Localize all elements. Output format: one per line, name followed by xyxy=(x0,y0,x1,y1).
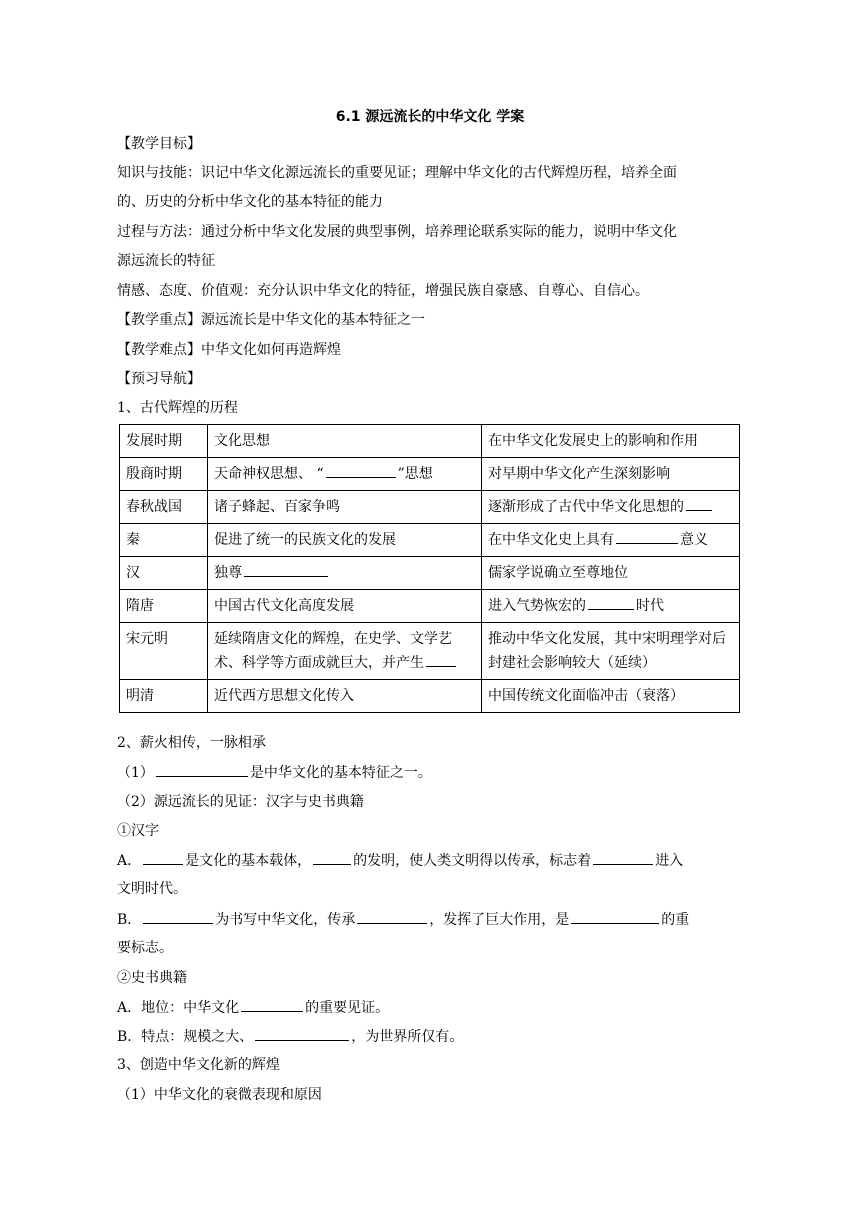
fill-blank[interactable] xyxy=(686,496,712,511)
hanzi-heading: ①汉字 xyxy=(117,823,159,839)
thought-cell: 促进了统一的民族文化的发展 xyxy=(208,524,482,557)
item-text: 的发明，使人类文明得以传承，标志着 xyxy=(353,853,592,869)
table-row xyxy=(120,458,740,491)
effect-cell: 中国传统文化面临冲击（衰落） xyxy=(482,680,740,713)
shishu-b xyxy=(117,1026,463,1047)
fill-blank[interactable] xyxy=(143,850,183,865)
table-row xyxy=(120,524,740,557)
effect-cell: 推动中华文化发展，其中宋明理学对后封建社会影响较大（延续） xyxy=(482,623,740,680)
objective-process-line1: 过程与方法：通过分析中华文化发展的典型事例，培养理论联系实际的能力，说明中华文化 xyxy=(117,224,677,240)
effect-text: 进入气势恢宏的 xyxy=(488,598,586,614)
difficulty-text: 中华文化如何再造辉煌 xyxy=(201,342,341,358)
item-text: 的重要见证。 xyxy=(305,1000,390,1016)
objective-knowledge-line1: 知识与技能：识记中华文化源远流长的重要见证；理解中华文化的古代辉煌历程，培养全面 xyxy=(117,165,677,181)
thought-cell xyxy=(208,623,482,680)
thought-text: 延续隋唐文化的辉煌，在史学、文学艺术、科学等方面成就巨大，并产生 xyxy=(214,631,452,671)
preview-heading: 【预习导航】 xyxy=(117,371,201,387)
objective-values: 情感、态度、价值观：充分认识中华文化的特征，增强民族自豪感、自尊心、自信心。 xyxy=(117,283,649,299)
period-cell: 宋元明 xyxy=(120,623,208,680)
fill-blank[interactable] xyxy=(616,529,678,544)
effect-cell: 对早期中华文化产生深刻影响 xyxy=(482,458,740,491)
item-number: （1） xyxy=(117,765,154,781)
item-text: 的重 xyxy=(661,912,690,928)
s2-item-1 xyxy=(117,762,432,783)
objectives-heading: 【教学目标】 xyxy=(117,136,201,152)
effect-cell xyxy=(482,491,740,524)
thought-cell: 诸子蜂起、百家争鸣 xyxy=(208,491,482,524)
fill-blank[interactable] xyxy=(588,595,634,610)
fill-blank[interactable] xyxy=(241,997,303,1012)
thought-cell xyxy=(208,557,482,590)
table-header-cell: 发展时期 xyxy=(120,425,208,458)
item-text: ，发挥了巨大作用，是 xyxy=(429,912,570,928)
item-text: A．地位：中华文化 xyxy=(117,1000,240,1016)
item-text: 是中华文化的基本特征之一。 xyxy=(249,765,432,781)
thought-text: 天命神权思想、 “ xyxy=(214,466,324,482)
objective-process-line2: 源远流长的特征 xyxy=(117,253,215,269)
table-row xyxy=(120,680,740,713)
fill-blank[interactable] xyxy=(313,850,351,865)
s3-item-1: （1）中华文化的衰微表现和原因 xyxy=(117,1087,322,1103)
effect-text: 意义 xyxy=(680,532,708,548)
period-cell: 汉 xyxy=(120,557,208,590)
table-header-cell: 文化思想 xyxy=(208,425,482,458)
fill-blank[interactable] xyxy=(244,562,328,577)
history-table xyxy=(119,424,740,713)
hanzi-a-line1 xyxy=(117,850,683,871)
hanzi-b-line1 xyxy=(117,909,689,930)
thought-text: ”思想 xyxy=(397,466,433,482)
period-cell: 秦 xyxy=(120,524,208,557)
period-cell: 春秋战国 xyxy=(120,491,208,524)
period-cell: 明清 xyxy=(120,680,208,713)
table-header-cell: 在中华文化发展史上的影响和作用 xyxy=(482,425,740,458)
thought-cell: 近代西方思想文化传入 xyxy=(208,680,482,713)
effect-cell: 儒家学说确立至尊地位 xyxy=(482,557,740,590)
section-2-heading: 2、薪火相传，一脉相承 xyxy=(117,735,266,751)
key-point xyxy=(117,310,425,330)
effect-text: 时代 xyxy=(636,598,664,614)
item-text: ，为世界所仅有。 xyxy=(351,1029,464,1045)
thought-text: 独尊 xyxy=(214,565,242,581)
table-header-row xyxy=(120,425,740,458)
fill-blank[interactable] xyxy=(593,850,653,865)
item-text: B．特点：规模之大、 xyxy=(117,1029,254,1045)
item-text: 为书写中华文化，传承 xyxy=(215,912,356,928)
section-1-heading: 1、古代辉煌的历程 xyxy=(117,400,238,416)
fill-blank[interactable] xyxy=(143,909,213,924)
period-cell: 殷商时期 xyxy=(120,458,208,491)
page-title: 6.1 源远流长的中华文化 学案 xyxy=(335,109,525,125)
key-point-heading: 【教学重点】 xyxy=(117,312,201,328)
period-cell: 隋唐 xyxy=(120,590,208,623)
effect-cell xyxy=(482,524,740,557)
fill-blank[interactable] xyxy=(426,652,456,667)
item-text: 进入 xyxy=(655,853,684,869)
hanzi-a-line2: 文明时代。 xyxy=(117,881,187,897)
fill-blank[interactable] xyxy=(255,1026,349,1041)
fill-blank[interactable] xyxy=(357,909,427,924)
table-row xyxy=(120,491,740,524)
effect-text: 逐渐形成了古代中华文化思想的 xyxy=(488,499,684,515)
shishu-heading: ②史书典籍 xyxy=(117,970,187,986)
fill-blank[interactable] xyxy=(326,463,396,478)
table-row xyxy=(120,590,740,623)
key-point-text: 源远流长是中华文化的基本特征之一 xyxy=(201,312,425,328)
difficulty xyxy=(117,340,341,360)
table-row xyxy=(120,557,740,590)
difficulty-heading: 【教学难点】 xyxy=(117,342,201,358)
fill-blank[interactable] xyxy=(571,909,659,924)
s2-item-2: （2）源远流长的见证：汉字与史书典籍 xyxy=(117,794,364,810)
effect-cell xyxy=(482,590,740,623)
item-label: B． xyxy=(117,912,142,928)
thought-cell: 中国古代文化高度发展 xyxy=(208,590,482,623)
table-row xyxy=(120,623,740,680)
fill-blank[interactable] xyxy=(156,762,248,777)
shishu-a xyxy=(117,997,389,1018)
section-3-heading: 3、创造中华文化新的辉煌 xyxy=(117,1057,280,1073)
item-text: 是文化的基本载体， xyxy=(185,853,312,869)
objective-knowledge-line2: 的、历史的分析中华文化的基本特征的能力 xyxy=(117,194,383,210)
hanzi-b-line2: 要标志。 xyxy=(117,940,173,956)
thought-cell xyxy=(208,458,482,491)
item-label: A． xyxy=(117,853,142,869)
effect-text: 在中华文化史上具有 xyxy=(488,532,614,548)
